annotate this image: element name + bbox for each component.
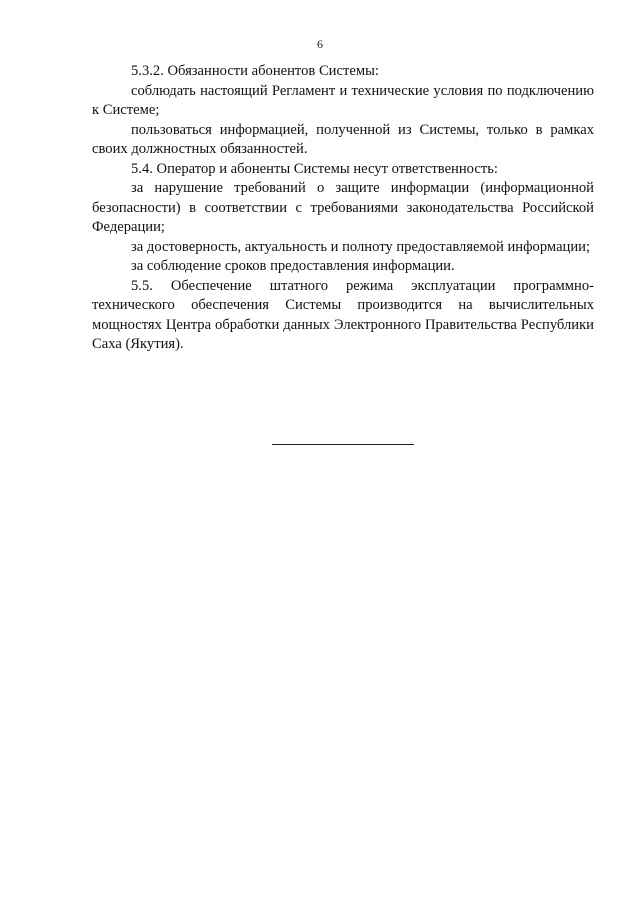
end-of-document-rule xyxy=(272,444,414,445)
paragraph-obligation-use-info: пользоваться информацией, полученной из Системы, только в рамках своих должностных обязанностей. xyxy=(92,121,594,157)
paragraph-responsibility-deadlines: за соблюдение сроков предоставления информации. xyxy=(131,258,455,274)
paragraph-responsibility-security: за нарушение требований о защите информации (информационной безопасности) в соответствии с требованиями законодательства Российской Федерации; xyxy=(92,180,594,235)
paragraph-obligation-comply: соблюдать настоящий Регламент и технические условия по подключению к Системе; xyxy=(92,82,594,118)
page-number: 6 xyxy=(317,37,323,51)
document-body xyxy=(92,62,594,355)
section-5-5-paragraph: 5.5. Обеспечение штатного режима эксплуатации программно-технического обеспечения Системы производится на вычислительных мощностях Центра обработки данных Электронного Правительства Республики Саха (Якутия). xyxy=(92,277,594,352)
section-heading-5-4: 5.4. Оператор и абоненты Системы несут ответственность: xyxy=(131,160,498,177)
section-heading-5-3-2: 5.3.2. Обязанности абонентов Системы: xyxy=(131,63,379,79)
paragraph-responsibility-accuracy: за достоверность, актуальность и полноту предоставляемой информации; xyxy=(131,238,591,255)
